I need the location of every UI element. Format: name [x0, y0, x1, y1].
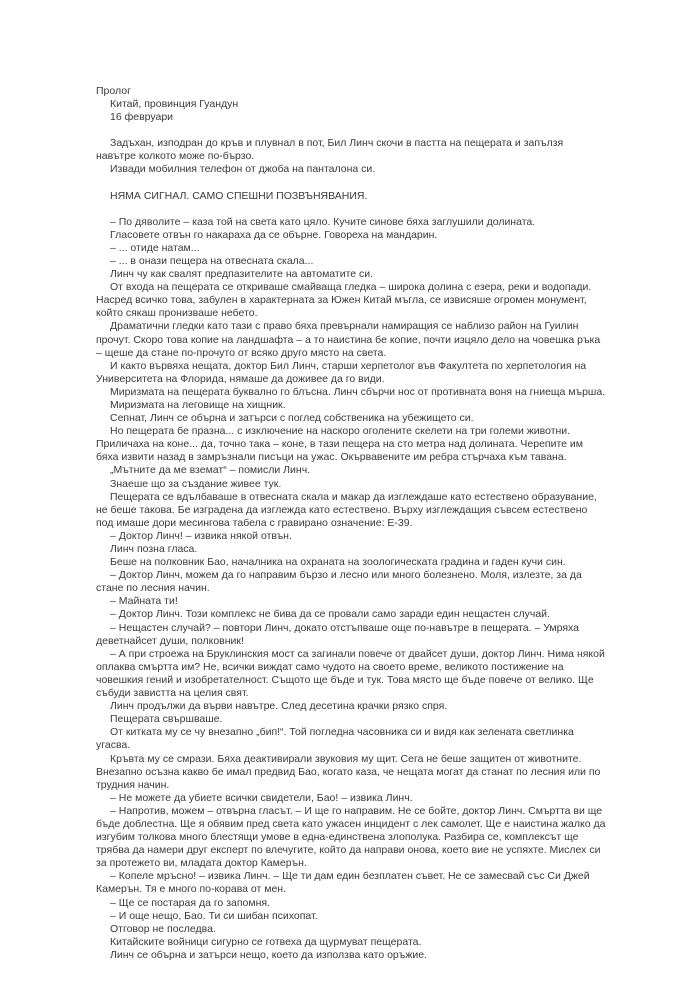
paragraph: Китайските войници сигурно се готвеха да щурмуват пещерата. — [110, 935, 422, 948]
paragraph: – Нещастен случай? – повтори Линч, докато отстъпваше още по-навътре в пещерата. – Умряха деветнайсет души, полковник! — [96, 621, 580, 647]
paragraph: – Доктор Линч! – извика някой отвън. — [110, 529, 292, 542]
paragraph: И както вървяха нещата, доктор Бил Линч, старши херпетолог във Факултета по херпетология на Университета на Флорида, нямаше да доживее да го види. — [96, 359, 587, 385]
paragraph: Миризмата на леговище на хищник. — [110, 398, 286, 411]
paragraph: – А при строежа на Бруклинския мост са загинали повече от двайсет души, доктор Линч. Нима някой оплаква смъртта им? Не, всички виждат само чудото на своето време, великото постижение на човешкия гений и изобретателност. Същото ще бъде и тук. Това място ще бъде повече от велико. Ще събуди завистта на целия свят. — [96, 647, 605, 700]
paragraph: Но пещерата бе празна... с изключение на наскоро оголените скелети на три големи животни. Приличаха на коне... да, точно така – коне, в тази пещера на сто метра над долината. Черепите им бяха извити назад в замръзнали писъци на ужас. Окървавените им ребра стърчаха към тавана. — [96, 425, 584, 464]
paragraph: – Доктор Линч. Този комплекс не бива да се провали само заради един нещастен случай. — [110, 608, 550, 621]
document-body — [96, 85, 606, 962]
paragraph: Извади мобилния телефон от джоба на панталона си. — [110, 163, 376, 176]
paragraph: – ... отиде натам... — [110, 241, 200, 254]
phone-screen-text: НЯМА СИГНАЛ. САМО СПЕШНИ ПОЗВЪНЯВАНИЯ. — [110, 189, 368, 202]
paragraph: Задъхан, изподран до кръв и плувнал в пот, Бил Линч скочи в пастта на пещерата и запълзя навътре колкото може по-бързо. — [96, 137, 564, 163]
paragraph: От входа на пещерата се откриваше смайваща гледка – широка долина с езера, реки и водопади. Насред всичко това, забулен в характерната за Южен Китай мъгла, се извисяше огромен монумент, който сякаш пронизваше небето. — [96, 281, 592, 320]
paragraph: – По дяволите – каза той на света като цяло. Кучите синове бяха заглушили долината. — [110, 215, 536, 228]
paragraph: – ... в онази пещера на отвесната скала... — [110, 254, 314, 267]
paragraph: – Майната ти! — [110, 595, 178, 608]
paragraph: „Мътните да ме вземат“ – помисли Линч. — [110, 464, 311, 477]
paragraph: Линч чу как свалят предпазителите на автоматите си. — [110, 268, 374, 281]
paragraph: Пещерата свършваше. — [110, 713, 223, 726]
paragraph: Отговор не последва. — [110, 922, 216, 935]
paragraph: Линч се обърна и затърси нещо, което да използва като оръжие. — [110, 948, 427, 961]
paragraph: – Напротив, можем – отвърна гласът. – И ще го направим. Не се бойте, доктор Линч. Смъртта ви ще бъде доблестна. Ще я обявим пред света като ужасен инцидент с лек самолет. Ще е наистина жалко да изгубим толкова много блестящи умове в една-единствена злополука. Разбира се, комплексът ще трябва да намери друг експерт по влечугите, който да направи онова, което вие не успяхте. Мислех си за протежето ви, младата доктор Камерън. — [96, 804, 606, 870]
paragraph: Беше на полковник Бао, началника на охраната на зоологическата градина и гаден кучи син. — [110, 556, 566, 569]
paragraph: – Ще се постарая да го запомня. — [110, 896, 270, 909]
location-line: Китай, провинция Гуандун — [110, 98, 239, 111]
paragraph: – Доктор Линч, можем да го направим бързо и лесно или много болезнено. Моля, излезте, за да стане по лесния начин. — [96, 569, 582, 595]
paragraph: – Копеле мръсно! – извика Линч. – Ще ти дам един безплатен съвет. Не се замесвай със Си Джей Камерън. Тя е много по-корава от мен. — [96, 870, 590, 896]
paragraph: От китката му се чу внезапно „бип!“. Той погледна часовника си и видя как зелената светлинка угасва. — [96, 726, 574, 752]
paragraph: – И още нещо, Бао. Ти си шибан психопат. — [110, 909, 318, 922]
paragraph: Линч продължи да върви навътре. След десетина крачки рязко спря. — [110, 700, 448, 713]
paragraph: Пещерата се вдълбаваше в отвесната скала и макар да изглеждаше като естествено образувание, не беше такова. Бе изградена да изглежда като естествено. Върху изглеждащия съвсем естествено под имаше дори месингова табела с гравирано означение: Е-39. — [96, 490, 597, 529]
paragraph: Сепнат, Линч се обърна и затърси с поглед собственика на убежището си. — [110, 412, 474, 425]
paragraph: Миризмата на пещерата буквално го блъсна. Линч сбърчи нос от противната воня на гниеща мърша. — [110, 385, 606, 398]
prologue-heading: Пролог — [96, 85, 131, 97]
date-line: 16 февруари — [110, 111, 174, 124]
paragraph: – Не можете да убиете всички свидетели, Бао! – извика Линч. — [110, 791, 413, 804]
paragraph: Драматични гледки като тази с право бяха превърнали намиращия се наблизо район на Гуилин прочут. Скоро това копие на ландшафта – а то наистина бе копие, почти изцяло дело на човешка ръка – щеше да стане по-прочуто от всяко друго място на света. — [96, 320, 601, 359]
paragraph: Кръвта му се смрази. Бяха деактивирали звуковия му щит. Сега не беше защитен от животните. Внезапно осъзна какво бе имал предвид Бао, когато каза, че нещата могат да станат по лесния или по трудния начин. — [96, 752, 601, 791]
paragraph: Линч позна гласа. — [110, 543, 198, 555]
paragraph: Знаеше що за създание живее тук. — [110, 477, 282, 490]
paragraph: Гласовете отвън го накараха да се обърне. Говореха на мандарин. — [110, 228, 438, 241]
